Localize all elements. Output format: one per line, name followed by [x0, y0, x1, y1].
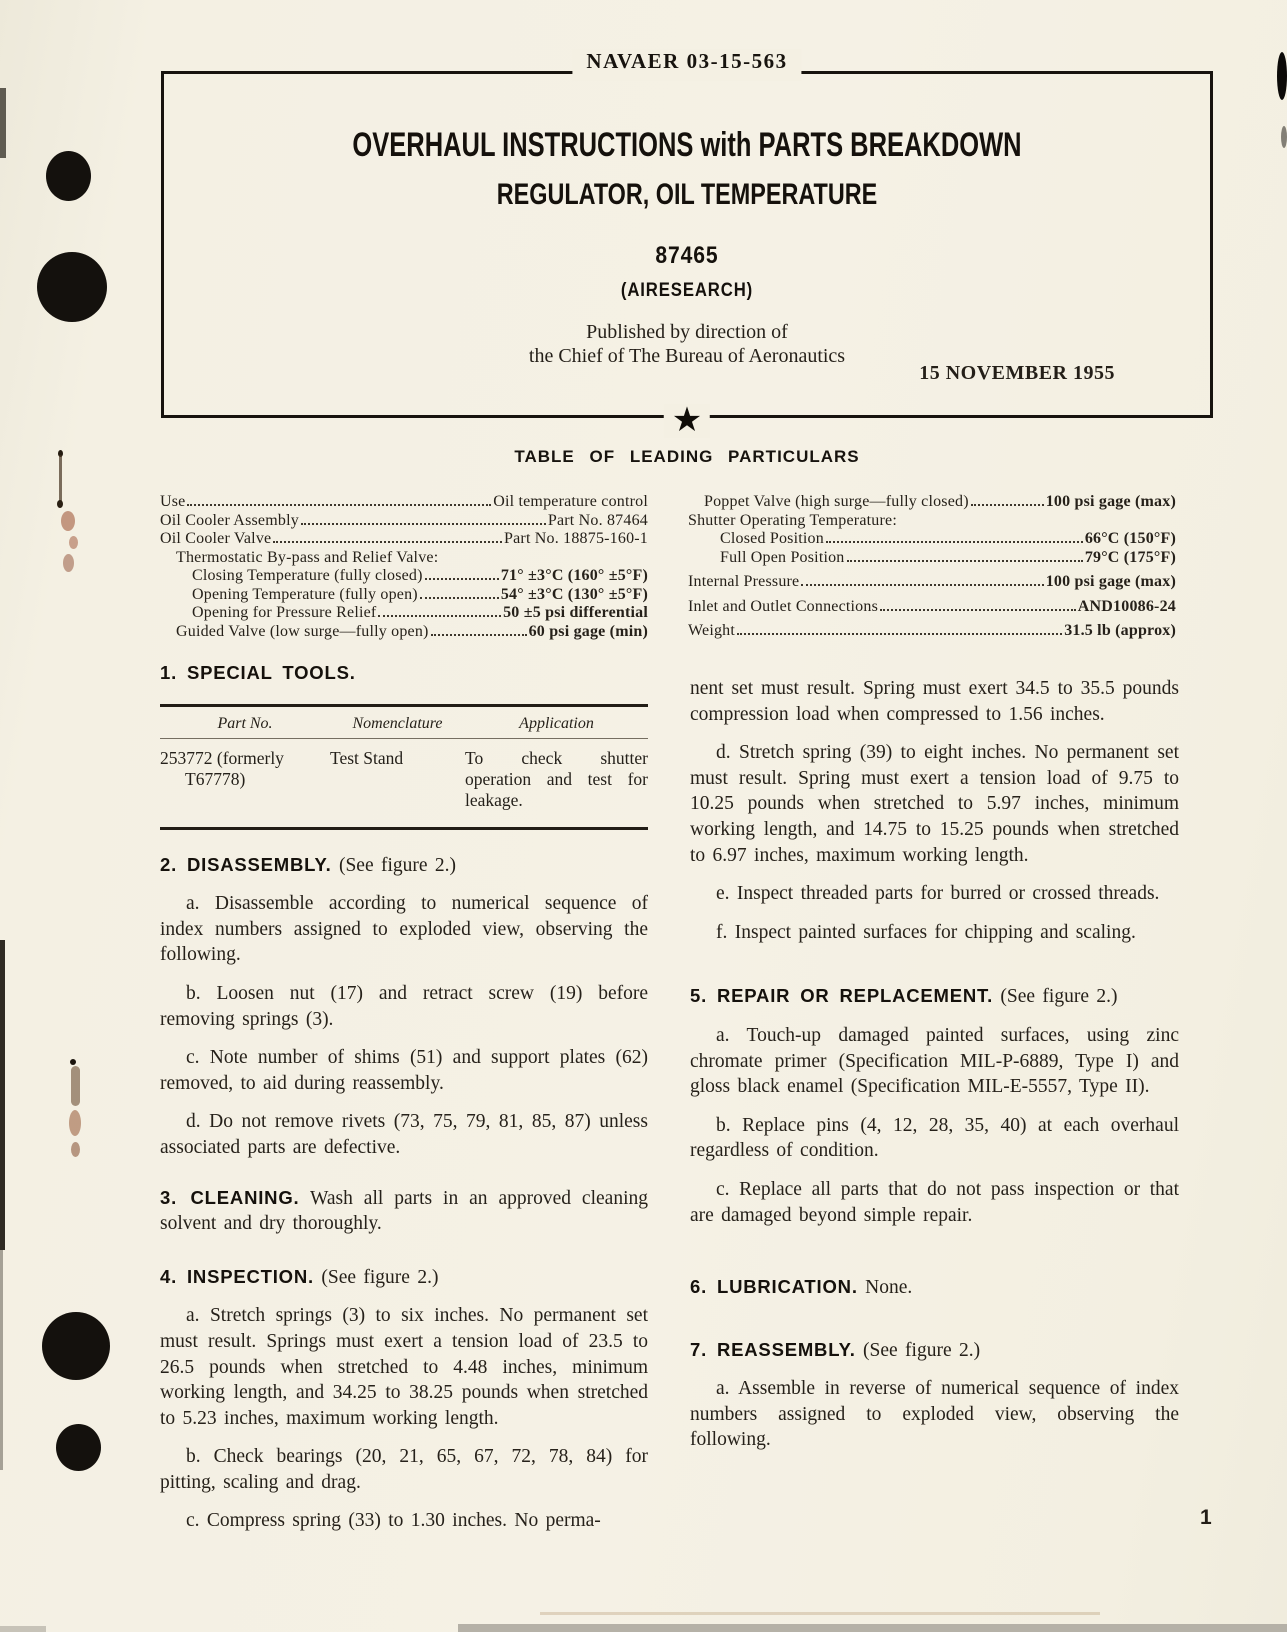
particular-label: Full Open Position	[720, 548, 845, 566]
particular-value: 50 ±5 psi differential	[503, 604, 648, 621]
particular-row	[160, 549, 648, 568]
particular-label: Thermostatic By-pass and Relief Valve:	[176, 548, 439, 566]
leader-dots	[425, 578, 499, 580]
paragraph: b. Loosen nut (17) and retract screw (19) before removing springs (3).	[160, 982, 648, 1030]
particular-label: Closed Position	[720, 530, 824, 547]
leader-dots	[880, 609, 1076, 611]
particular-label: Weight	[688, 622, 736, 639]
particular-row	[688, 598, 1176, 617]
section-heading-label: 1. SPECIAL TOOLS.	[160, 662, 356, 683]
section-inline-text: None.	[865, 1277, 913, 1299]
leader-dots	[971, 504, 1044, 506]
stain	[71, 1142, 80, 1157]
paragraph: d. Stretch spring (39) to eight inches. No permanent set must result. Spring must exert a tension load of 9.75 to 10.25 pounds when stretched to 5.97 inches, minimum working length, and 14.75 to 15.25 pounds when stretched to 6.97 inches, maximum working length.	[690, 742, 1179, 866]
column-header-application: Application	[519, 714, 594, 732]
leader-dots	[847, 560, 1083, 562]
left-text-column	[160, 660, 648, 1547]
stain	[69, 536, 78, 549]
particular-value: 100 psi gage (max)	[1045, 493, 1176, 510]
manufacturer: (AIRESEARCH)	[620, 280, 754, 301]
leader-dots	[801, 584, 1043, 586]
part-number: 87465	[655, 242, 719, 269]
particular-row	[160, 586, 648, 605]
stain	[71, 1066, 80, 1106]
particular-row	[688, 493, 1176, 512]
section-heading-suffix: (See figure 2.)	[338, 854, 457, 876]
section-heading-label: 3. CLEANING.	[160, 1186, 300, 1208]
stain	[63, 554, 74, 572]
paragraph: d. Do not remove rivets (73, 75, 79, 81, 85, 87) unless associated parts are defective.	[160, 1111, 648, 1158]
paragraph: b. Replace pins (4, 12, 28, 35, 40) at each overhaul regardless of condition.	[690, 1114, 1179, 1162]
cell-part-no: 253772 (formerly T67778)	[160, 747, 284, 789]
paragraph: a. Assemble in reverse of numerical sequence of index numbers assigned to exploded view, observing the following.	[690, 1378, 1179, 1451]
particulars-left-column	[160, 493, 648, 641]
particular-label: Oil Cooler Valve	[160, 530, 272, 547]
particular-value: 60 psi gage (min)	[528, 622, 648, 640]
special-tools-table-header	[160, 707, 648, 739]
particular-label: Use	[160, 493, 186, 510]
paragraph: b. Check bearings (20, 21, 65, 67, 72, 78, 84) for pitting, scaling and drag.	[160, 1446, 648, 1493]
reassembly-heading	[690, 1337, 1179, 1364]
particular-label: Inlet and Outlet Connections	[688, 597, 879, 615]
stain	[57, 500, 63, 508]
publish-date: 15 NOVEMBER 1955	[919, 362, 1115, 384]
section-inline-text: Wash all parts in an approved cleaning solvent and dry thoroughly.	[160, 1187, 648, 1235]
inspection-heading	[160, 1264, 648, 1291]
punch-mark	[37, 252, 107, 322]
special-tools-heading	[160, 660, 648, 687]
section-heading-label: 7. REASSEMBLY.	[690, 1338, 856, 1360]
leader-dots	[737, 633, 1062, 635]
right-text-column	[690, 676, 1179, 1466]
repair-heading	[690, 983, 1179, 1010]
particular-label: Opening for Pressure Relief	[192, 604, 377, 621]
scan-edge	[0, 1626, 46, 1632]
publisher-line-2: the Chief of The Bureau of Aeronautics	[528, 345, 846, 367]
section-heading-label: 6. LUBRICATION.	[690, 1276, 858, 1298]
scan-edge	[540, 1612, 1100, 1615]
paragraph: a. Touch-up damaged painted surfaces, using zinc chromate primer (Specification MIL-P-6889, Type I) and gloss black enamel (Specification MIL-E-5557, Type II).	[690, 1024, 1179, 1098]
cleaning-section	[160, 1185, 648, 1237]
section-heading-suffix: (See figure 2.)	[863, 1339, 981, 1361]
particulars-right-column	[688, 493, 1176, 641]
leader-dots	[378, 615, 501, 617]
section-heading-label: 4. INSPECTION.	[160, 1265, 314, 1287]
particulars-heading: TABLE OF LEADING PARTICULARS	[514, 447, 860, 466]
particular-row	[160, 623, 648, 642]
column-header-part-no: Part No.	[217, 714, 273, 732]
paragraph: e. Inspect threaded parts for burred or crossed threads.	[716, 883, 1160, 905]
star-icon: ★	[664, 404, 710, 438]
publisher-block	[164, 320, 1210, 368]
leader-dots	[301, 523, 546, 525]
scan-edge	[1281, 126, 1287, 148]
leader-dots	[187, 504, 491, 506]
paragraph: a. Stretch springs (3) to six inches. No permanent set must result. Springs must exert a tension load of 23.5 to 26.5 pounds when stretched to 4.48 inches, minimum working length, and 34.25 to 38.25 pounds when stretched to 5.23 inches, maximum working length.	[160, 1305, 648, 1429]
leader-dots	[273, 541, 502, 543]
particular-row	[688, 530, 1176, 549]
particular-label: Closing Temperature (fully closed)	[192, 567, 423, 584]
scan-edge	[0, 940, 5, 1250]
particular-value: Part No. 18875-160-1	[504, 530, 648, 547]
leader-dots	[431, 634, 527, 636]
particular-row	[688, 512, 1176, 531]
leader-dots	[420, 597, 499, 599]
particular-row	[160, 604, 648, 623]
particular-value: Part No. 87464	[547, 511, 648, 529]
special-tools-table	[160, 704, 648, 830]
section-heading-label: 5. REPAIR OR REPLACEMENT.	[690, 985, 994, 1007]
particular-label: Guided Valve (low surge—fully open)	[176, 622, 429, 640]
paragraph: c. Note number of shims (51) and support plates (62) removed, to aid during reassembly.	[160, 1047, 648, 1094]
particular-label: Opening Temperature (fully open)	[192, 585, 418, 603]
particular-row	[688, 549, 1176, 568]
particular-label: Internal Pressure	[688, 573, 800, 590]
paragraph: c. Compress spring (33) to 1.30 inches. No perma-	[186, 1510, 601, 1532]
leader-dots	[826, 541, 1083, 543]
subtitle: REGULATOR, OIL TEMPERATURE	[496, 178, 878, 211]
particular-value: 79°C (175°F)	[1084, 548, 1176, 566]
cell-nomenclature: Test Stand	[330, 747, 404, 768]
scan-edge	[0, 1250, 3, 1470]
particular-row	[688, 622, 1176, 641]
paragraph-continuation: nent set must result. Spring must exert 34.5 to 35.5 pounds compression load when compressed to 1.56 inches.	[690, 678, 1179, 725]
cell-application: To check shutter operation and test for leakage.	[465, 747, 648, 810]
particular-row	[160, 567, 648, 586]
special-tools-table-row	[160, 739, 648, 827]
stain	[59, 455, 62, 503]
particular-label: Poppet Valve (high surge—fully closed)	[704, 493, 969, 510]
punch-mark	[56, 1424, 101, 1471]
particular-value: 66°C (150°F)	[1084, 530, 1176, 547]
paragraph: c. Replace all parts that do not pass inspection or that are damaged beyond simple repair.	[690, 1178, 1179, 1226]
header-box	[161, 49, 1213, 418]
particular-label: Oil Cooler Assembly	[160, 511, 299, 529]
stain	[70, 1059, 76, 1065]
scan-edge	[1277, 52, 1287, 100]
particular-value: 54° ±3°C (130° ±5°F)	[500, 585, 648, 603]
stain	[61, 511, 75, 531]
paragraph: a. Disassemble according to numerical sequence of index numbers assigned to exploded view, observing the following.	[160, 893, 648, 966]
particular-row	[160, 512, 648, 531]
particular-value: 31.5 lb (approx)	[1064, 622, 1176, 639]
scan-edge	[458, 1624, 1287, 1632]
column-header-nomenclature: Nomenclature	[352, 714, 443, 732]
lubrication-section	[690, 1274, 1179, 1301]
particular-value: 71° ±3°C (160° ±5°F)	[500, 567, 648, 584]
paragraph: f. Inspect painted surfaces for chipping and scaling.	[716, 921, 1136, 943]
page-number: 1	[1200, 1506, 1212, 1529]
scan-edge	[0, 88, 6, 158]
particular-label: Shutter Operating Temperature:	[688, 511, 897, 529]
publisher-line-1: Published by direction of	[586, 321, 788, 343]
particular-row	[688, 573, 1176, 592]
main-title: OVERHAUL INSTRUCTIONS with PARTS BREAKDOWN	[352, 126, 1022, 164]
particular-value: 100 psi gage (max)	[1045, 573, 1176, 590]
particular-row	[160, 493, 648, 512]
disassembly-heading	[160, 852, 648, 879]
particular-value: Oil temperature control	[493, 493, 648, 510]
punch-mark	[42, 1312, 110, 1380]
stain	[69, 1110, 81, 1136]
particular-row	[160, 530, 648, 549]
section-heading-suffix: (See figure 2.)	[321, 1266, 439, 1288]
punch-mark	[46, 151, 91, 201]
section-heading-suffix: (See figure 2.)	[1000, 986, 1118, 1008]
particular-value: AND10086-24	[1077, 597, 1176, 615]
section-heading-label: 2. DISASSEMBLY.	[160, 853, 332, 875]
doc-number: NAVAER 03-15-563	[572, 49, 801, 81]
